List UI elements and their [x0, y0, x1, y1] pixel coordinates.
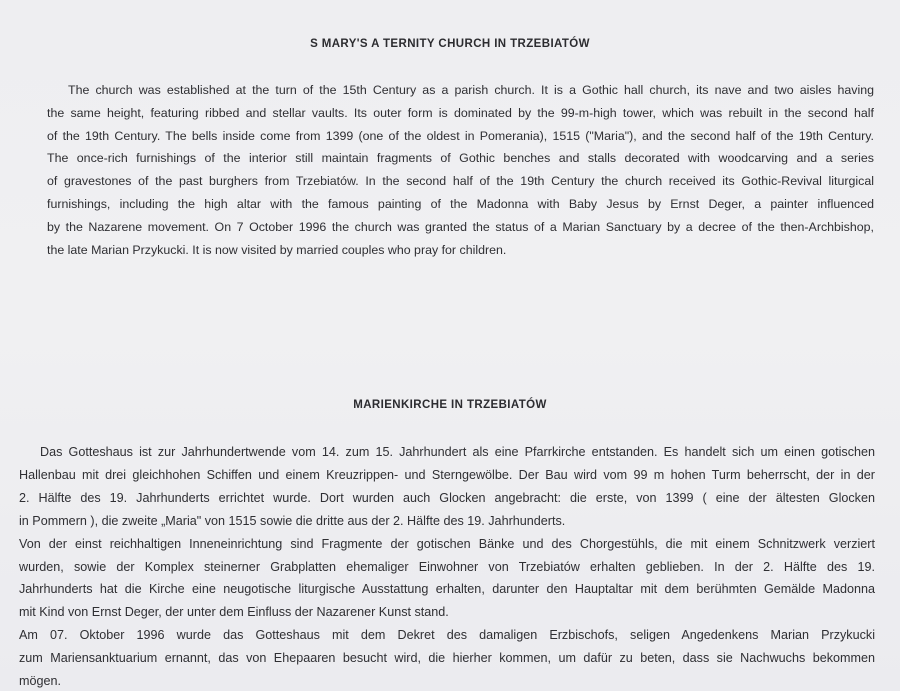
german-line: mit Kind von Ernst Deger, der unter dem Einfluss der Nazarener Kunst stand.	[19, 605, 449, 620]
german-line: zum Mariensanktuarium ernannt, das von Ehepaaren besucht wird, die hierher kommen, um dafür zu beten, dass sie Nachwuchs bekommen	[19, 651, 875, 666]
english-paragraph	[28, 79, 874, 261]
german-line: Jahrhunderts hat die Kirche eine neugotische liturgische Ausstattung erhalten, darunter den Hauptaltar mit dem berühmten Gemälde Madonna	[19, 582, 875, 597]
english-line: by the Nazarene movement. On 7 October 1996 the church was granted the status of a Marian Sanctuary by a decree of the then-Archbishop,	[47, 219, 874, 234]
german-heading: MARIENKIRCHE IN TRZEBIATÓW	[353, 399, 547, 411]
german-line: mögen.	[19, 674, 62, 689]
german-paragraph	[19, 441, 875, 691]
english-line: of gravestones of the past burghers from Trzebiatów. In the second half of the 19th Century the church received its Gothic-Revival liturgical	[47, 174, 874, 189]
english-line: the same height, featuring ribbed and stellar vaults. Its outer form is dominated by the 99-m-high tower, which was rebuilt in the second half	[47, 105, 874, 120]
english-line: The once-rich furnishings of the interior still maintain fragments of Gothic benches and stalls decorated with woodcarving and a series	[47, 151, 874, 166]
english-line: furnishings, including the high altar with the famous painting of the Madonna with Baby Jesus by Ernst Deger, a painter influenced	[47, 196, 874, 211]
english-line: of the 19th Century. The bells inside come from 1399 (one of the oldest in Pomerania), 1515 ("Maria"), and the second half of the 19th Century.	[47, 128, 874, 143]
german-line: wurden, sowie der Komplex steinerner Grabplatten ehemaliger Einwohner von Trzebiatów erhalten geblieben. In der 2. Hälfte des 19.	[19, 559, 875, 574]
german-line: 2. Hälfte des 19. Jahrhunderts errichtet wurde. Dort wurden auch Glocken angebracht: die erste, von 1399 ( eine der ältesten Glocken	[19, 490, 875, 505]
english-heading: S MARY'S A TERNITY CHURCH IN TRZEBIATÓW	[310, 38, 590, 50]
german-line: Am 07. Oktober 1996 wurde das Gotteshaus mit dem Dekret des damaligen Erzbischofs, seligen Angedenkens Marian Przykucki	[19, 628, 875, 643]
german-line: Von der einst reichhaltigen Inneneinrichtung sind Fragmente der gotischen Bänke und des Chorgestühls, die mit einem Schnitzwerk verziert	[19, 536, 875, 551]
german-line: in Pommern ), die zweite „Maria" von 1515 sowie die dritte aus der 2. Hälfte des 19. Jahrhunderts.	[19, 513, 566, 528]
english-line: the late Marian Przykucki. It is now visited by married couples who pray for children.	[47, 242, 507, 257]
english-line: The church was established at the turn of the 15th Century as a parish church. It is a Gothic hall church, its nave and two aisles having	[68, 83, 874, 97]
german-line: Das Gotteshaus ist zur Jahrhundertwende vom 14. zum 15. Jahrhundert als eine Pfarrkirche entstanden. Es handelt sich um einen gotischen	[40, 445, 875, 459]
german-line: Hallenbau mit drei gleichhohen Schiffen und einem Kreuzrippen- und Sterngewölbe. Der Bau wird vom 99 m hohen Turm beherrscht, der in der	[19, 467, 875, 482]
